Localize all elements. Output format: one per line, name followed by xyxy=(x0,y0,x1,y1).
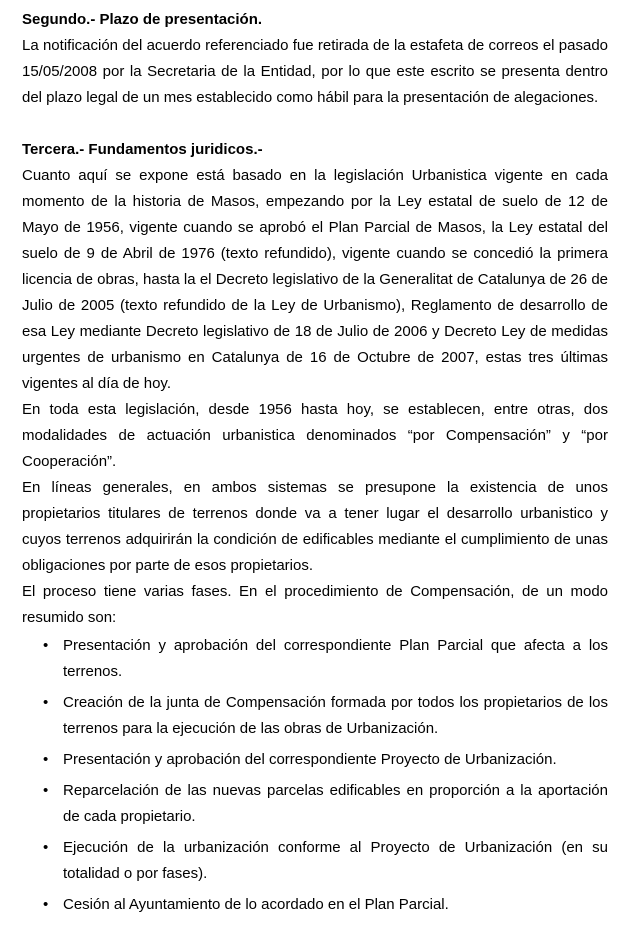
paragraph-modalidades-actuacion: En toda esta legislación, desde 1956 hasta hoy, se establecen, entre otras, dos modalidades de actuación urbanistica denominados “por Compensación” y “por Cooperación”. xyxy=(22,401,608,470)
list-item-text: Presentación y aprobación del correspondiente Plan Parcial que afecta a los terrenos. xyxy=(63,637,608,680)
list-item-text: Ejecución de la urbanización conforme al Proyecto de Urbanización (en su totalidad o por fases). xyxy=(63,839,608,882)
paragraph-plazo-presentacion: La notificación del acuerdo referenciado fue retirada de la estafeta de correos el pasado 15/05/2008 por la Secretaria de la Entidad, por lo que este escrito se presenta dentro del plazo legal de un mes establecido como hábil para la presentación de alegaciones. xyxy=(22,37,608,106)
list-item-text: Cesión al Ayuntamiento de lo acordado en el Plan Parcial. xyxy=(63,896,449,913)
paragraph-ambos-sistemas: En líneas generales, en ambos sistemas se presupone la existencia de unos propietarios titulares de terrenos donde va a tener lugar el desarrollo urbanistico y cuyos terrenos adquirirán la condición de edificables mediante el cumplimiento de unas obligaciones por parte de esos propietarios. xyxy=(22,479,608,574)
list-item-proyecto-urbanizacion xyxy=(22,747,608,773)
list-item-text: Creación de la junta de Compensación formada por todos los propietarios de los terrenos para la ejecución de las obras de Urbanización. xyxy=(63,694,608,737)
heading-tercera-fundamentos: Tercera.- Fundamentos juridicos.- xyxy=(22,141,263,158)
list-item-reparcelacion xyxy=(22,778,608,830)
list-item-text: Presentación y aprobación del correspondiente Proyecto de Urbanización. xyxy=(63,751,557,768)
bullet-icon: • xyxy=(43,751,49,768)
list-item-cesion-ayuntamiento xyxy=(22,892,608,918)
bullet-icon: • xyxy=(43,896,49,913)
paragraph-proceso-fases: El proceso tiene varias fases. En el procedimiento de Compensación, de un modo resumido son: xyxy=(22,583,608,626)
bullet-icon: • xyxy=(43,694,49,711)
bullet-icon: • xyxy=(43,782,49,799)
paragraph-legislacion-urbanistica: Cuanto aquí se expone está basado en la legislación Urbanistica vigente en cada momento de la historia de Masos, empezando por la Ley estatal de suelo de 12 de Mayo de 1956, vigente cuando se aprobó el Plan Parcial de Masos, la Ley estatal del suelo de 9 de Abril de 1976 (texto refundido), vigente cuando se concedió la primera licencia de obras, hasta la el Decreto legislativo de la Generalitat de Catalunya de 26 de Julio de 2005 (texto refundido de la Ley de Urbanismo), Reglamento de desarrollo de esa Ley mediante Decreto legislativo de 18 de Julio de 2006 y Decreto Ley de medidas urgentes de urbanismo en Catalunya de 16 de Octubre de 2007, estas tres últimas vigentes al día de hoy. xyxy=(22,167,608,392)
heading-segundo-plazo: Segundo.- Plazo de presentación. xyxy=(22,11,263,28)
bullet-icon: • xyxy=(43,839,49,856)
bullet-icon: • xyxy=(43,637,49,654)
list-item-plan-parcial xyxy=(22,633,608,685)
list-item-junta-compensacion xyxy=(22,690,608,742)
list-item-ejecucion-urbanizacion xyxy=(22,835,608,887)
list-item-text: Reparcelación de las nuevas parcelas edificables en proporción a la aportación de cada propietario. xyxy=(63,782,608,825)
compensacion-steps-list xyxy=(22,633,608,918)
